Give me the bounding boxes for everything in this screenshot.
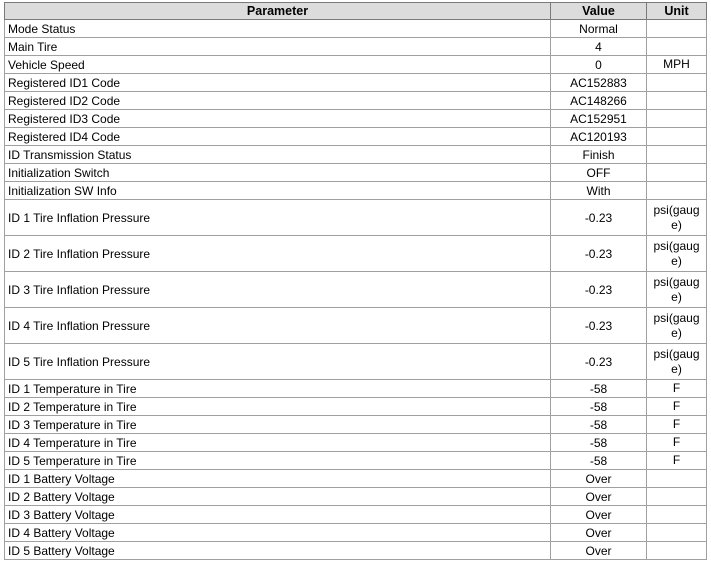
parameter-cell: Initialization SW Info bbox=[5, 182, 551, 200]
parameter-cell: ID 2 Temperature in Tire bbox=[5, 398, 551, 416]
value-cell: With bbox=[551, 182, 647, 200]
value-cell: Over bbox=[551, 470, 647, 488]
unit-cell bbox=[647, 56, 707, 74]
table-row[interactable] bbox=[5, 38, 707, 56]
table-row[interactable] bbox=[5, 236, 707, 272]
value-cell: -58 bbox=[551, 416, 647, 434]
unit-text: psi(gauge) bbox=[653, 346, 700, 376]
parameter-cell: ID 4 Tire Inflation Pressure bbox=[5, 308, 551, 344]
parameter-cell: ID 4 Temperature in Tire bbox=[5, 434, 551, 452]
unit-text: F bbox=[672, 417, 681, 431]
parameter-cell: Initialization Switch bbox=[5, 164, 551, 182]
table-row[interactable] bbox=[5, 56, 707, 74]
value-cell: Over bbox=[551, 506, 647, 524]
parameter-cell: ID 2 Battery Voltage bbox=[5, 488, 551, 506]
table-row[interactable] bbox=[5, 200, 707, 236]
table-row[interactable] bbox=[5, 452, 707, 470]
parameter-cell: ID 1 Temperature in Tire bbox=[5, 380, 551, 398]
value-cell: -0.23 bbox=[551, 236, 647, 272]
unit-cell bbox=[647, 524, 707, 542]
parameter-cell: Registered ID3 Code bbox=[5, 110, 551, 128]
table-row[interactable] bbox=[5, 182, 707, 200]
parameter-cell: ID 3 Temperature in Tire bbox=[5, 416, 551, 434]
value-cell: Normal bbox=[551, 20, 647, 38]
value-cell: -0.23 bbox=[551, 200, 647, 236]
parameter-cell: Main Tire bbox=[5, 38, 551, 56]
header-row bbox=[5, 3, 707, 20]
unit-cell bbox=[647, 398, 707, 416]
value-cell: -0.23 bbox=[551, 272, 647, 308]
unit-cell bbox=[647, 236, 707, 272]
table-row[interactable] bbox=[5, 344, 707, 380]
parameter-table bbox=[4, 2, 707, 560]
parameter-cell: ID 1 Tire Inflation Pressure bbox=[5, 200, 551, 236]
unit-cell bbox=[647, 110, 707, 128]
value-cell: -58 bbox=[551, 398, 647, 416]
value-cell: 4 bbox=[551, 38, 647, 56]
table-row[interactable] bbox=[5, 164, 707, 182]
table-row[interactable] bbox=[5, 380, 707, 398]
parameter-cell: Registered ID4 Code bbox=[5, 128, 551, 146]
value-cell: -58 bbox=[551, 434, 647, 452]
parameter-cell: ID 3 Tire Inflation Pressure bbox=[5, 272, 551, 308]
unit-cell bbox=[647, 434, 707, 452]
unit-cell bbox=[647, 488, 707, 506]
value-cell: -58 bbox=[551, 452, 647, 470]
parameter-cell: ID 3 Battery Voltage bbox=[5, 506, 551, 524]
table-row[interactable] bbox=[5, 470, 707, 488]
table-row[interactable] bbox=[5, 416, 707, 434]
unit-text: F bbox=[672, 381, 681, 395]
unit-cell bbox=[647, 542, 707, 560]
table-row[interactable] bbox=[5, 506, 707, 524]
unit-text: F bbox=[672, 453, 681, 467]
unit-cell bbox=[647, 74, 707, 92]
parameter-cell: Mode Status bbox=[5, 20, 551, 38]
table-row[interactable] bbox=[5, 20, 707, 38]
table-row[interactable] bbox=[5, 524, 707, 542]
unit-text: psi(gauge) bbox=[653, 202, 700, 232]
unit-cell bbox=[647, 452, 707, 470]
value-cell: AC152951 bbox=[551, 110, 647, 128]
value-cell: -0.23 bbox=[551, 344, 647, 380]
unit-cell bbox=[647, 20, 707, 38]
parameter-cell: Registered ID1 Code bbox=[5, 74, 551, 92]
unit-text: F bbox=[672, 435, 681, 449]
value-cell: Finish bbox=[551, 146, 647, 164]
value-cell: Over bbox=[551, 524, 647, 542]
unit-cell bbox=[647, 200, 707, 236]
parameter-cell: ID 5 Battery Voltage bbox=[5, 542, 551, 560]
unit-text: psi(gauge) bbox=[653, 238, 700, 268]
value-cell: 0 bbox=[551, 56, 647, 74]
column-header-value[interactable]: Value bbox=[551, 3, 647, 20]
unit-cell bbox=[647, 506, 707, 524]
value-cell: OFF bbox=[551, 164, 647, 182]
value-cell: AC148266 bbox=[551, 92, 647, 110]
table-row[interactable] bbox=[5, 146, 707, 164]
unit-cell bbox=[647, 38, 707, 56]
table-row[interactable] bbox=[5, 398, 707, 416]
unit-cell bbox=[647, 146, 707, 164]
table-row[interactable] bbox=[5, 488, 707, 506]
table-row[interactable] bbox=[5, 542, 707, 560]
unit-cell bbox=[647, 272, 707, 308]
unit-cell bbox=[647, 164, 707, 182]
table-row[interactable] bbox=[5, 110, 707, 128]
value-cell: AC120193 bbox=[551, 128, 647, 146]
value-cell: -58 bbox=[551, 380, 647, 398]
table-row[interactable] bbox=[5, 74, 707, 92]
parameter-cell: ID 1 Battery Voltage bbox=[5, 470, 551, 488]
unit-cell bbox=[647, 470, 707, 488]
value-cell: Over bbox=[551, 488, 647, 506]
unit-cell bbox=[647, 128, 707, 146]
unit-cell bbox=[647, 92, 707, 110]
value-cell: Over bbox=[551, 542, 647, 560]
column-header-unit[interactable]: Unit bbox=[647, 3, 707, 20]
parameter-cell: Registered ID2 Code bbox=[5, 92, 551, 110]
parameter-cell: ID 2 Tire Inflation Pressure bbox=[5, 236, 551, 272]
table-row[interactable] bbox=[5, 272, 707, 308]
unit-text: MPH bbox=[663, 57, 690, 71]
column-header-parameter[interactable]: Parameter bbox=[5, 3, 551, 20]
table-row[interactable] bbox=[5, 434, 707, 452]
unit-cell bbox=[647, 380, 707, 398]
unit-cell bbox=[647, 182, 707, 200]
parameter-cell: Vehicle Speed bbox=[5, 56, 551, 74]
parameter-cell: ID 4 Battery Voltage bbox=[5, 524, 551, 542]
unit-text: psi(gauge) bbox=[653, 310, 700, 340]
table-row[interactable] bbox=[5, 92, 707, 110]
data-monitor-grid bbox=[4, 2, 706, 560]
unit-text: psi(gauge) bbox=[653, 274, 700, 304]
unit-cell bbox=[647, 308, 707, 344]
unit-cell bbox=[647, 344, 707, 380]
value-cell: -0.23 bbox=[551, 308, 647, 344]
table-row[interactable] bbox=[5, 128, 707, 146]
parameter-cell: ID 5 Temperature in Tire bbox=[5, 452, 551, 470]
value-cell: AC152883 bbox=[551, 74, 647, 92]
unit-cell bbox=[647, 416, 707, 434]
parameter-cell: ID 5 Tire Inflation Pressure bbox=[5, 344, 551, 380]
table-row[interactable] bbox=[5, 308, 707, 344]
parameter-cell: ID Transmission Status bbox=[5, 146, 551, 164]
unit-text: F bbox=[672, 399, 681, 413]
